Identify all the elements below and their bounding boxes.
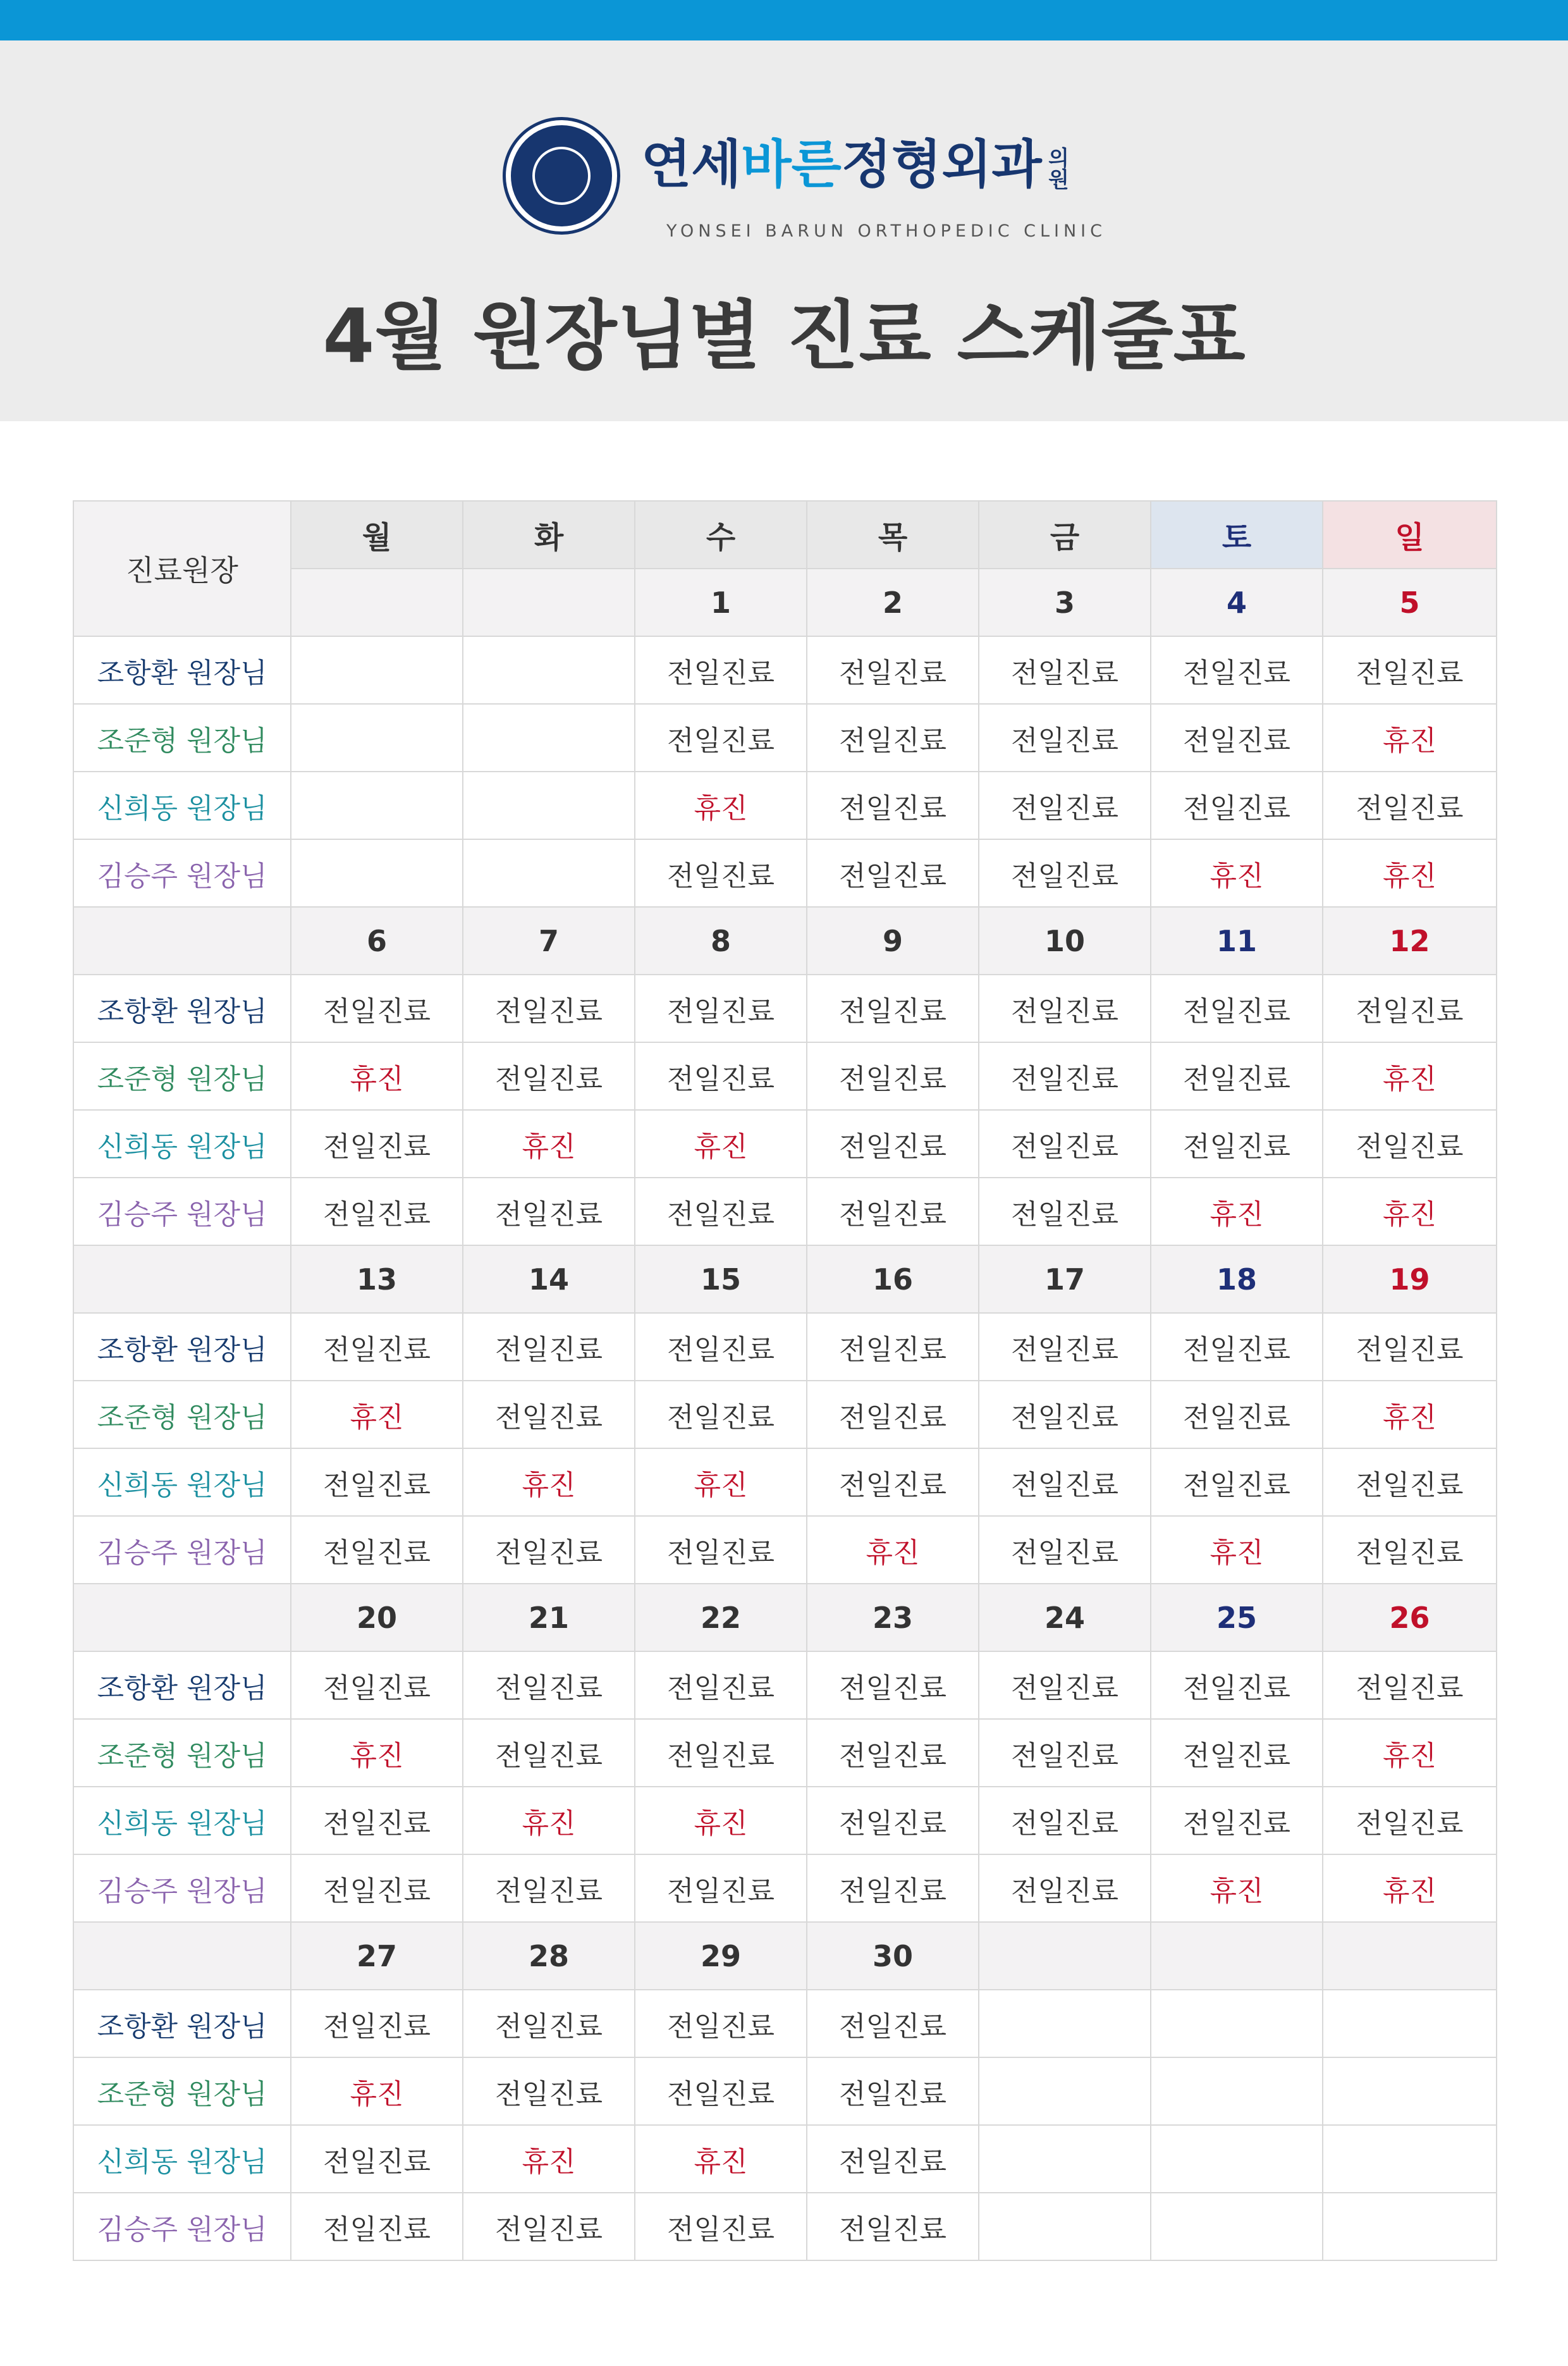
empty-cell <box>1323 2193 1497 2260</box>
empty-cell <box>291 636 463 704</box>
schedule-status-cell: 전일진료 <box>807 1787 979 1854</box>
schedule-status-cell: 휴진 <box>291 2057 463 2125</box>
schedule-status-cell: 휴진 <box>1323 1719 1497 1787</box>
doctor-name: 신희동 원장님 <box>73 1110 291 1178</box>
schedule-status-cell: 전일진료 <box>1323 636 1497 704</box>
date-cell: 24 <box>979 1584 1151 1651</box>
schedule-status-cell: 휴진 <box>635 2125 807 2193</box>
schedule-status-cell: 전일진료 <box>635 636 807 704</box>
date-cell: 25 <box>1151 1584 1323 1651</box>
schedule-status-cell: 전일진료 <box>635 704 807 772</box>
date-cell: 1 <box>635 569 807 636</box>
day-name-row <box>73 501 1497 569</box>
schedule-status-cell: 전일진료 <box>807 839 979 907</box>
doctor-name: 신희동 원장님 <box>73 1787 291 1854</box>
date-cell: 21 <box>463 1584 635 1651</box>
day-name-fri: 금 <box>979 501 1151 569</box>
schedule-status-cell: 전일진료 <box>807 2057 979 2125</box>
schedule-status-cell: 휴진 <box>1151 1516 1323 1584</box>
schedule-status-cell: 전일진료 <box>979 1516 1151 1584</box>
doctor-name: 조항환 원장님 <box>73 636 291 704</box>
date-cell: 28 <box>463 1922 635 1990</box>
schedule-status-cell: 전일진료 <box>979 1381 1151 1448</box>
schedule-status-cell: 휴진 <box>1151 1178 1323 1245</box>
doctor-name: 조준형 원장님 <box>73 704 291 772</box>
doctor-schedule-row <box>73 772 1497 839</box>
schedule-status-cell: 전일진료 <box>807 1651 979 1719</box>
schedule-status-cell: 전일진료 <box>463 2057 635 2125</box>
schedule-status-cell: 전일진료 <box>291 1990 463 2057</box>
schedule-status-cell: 휴진 <box>463 2125 635 2193</box>
doctor-name: 김승주 원장님 <box>73 2193 291 2260</box>
date-row-label-cell <box>73 907 291 975</box>
schedule-status-cell: 전일진료 <box>463 1042 635 1110</box>
schedule-status-cell: 전일진료 <box>979 839 1151 907</box>
day-name-mon: 월 <box>291 501 463 569</box>
date-cell: 12 <box>1323 907 1497 975</box>
doctor-name: 조준형 원장님 <box>73 1042 291 1110</box>
schedule-status-cell: 전일진료 <box>635 1990 807 2057</box>
date-cell: 26 <box>1323 1584 1497 1651</box>
doctor-column-header: 진료원장 <box>73 501 291 636</box>
schedule-status-cell: 전일진료 <box>1151 704 1323 772</box>
empty-cell <box>979 1990 1151 2057</box>
schedule-status-cell: 전일진료 <box>635 1178 807 1245</box>
doctor-schedule-row <box>73 2193 1497 2260</box>
date-cell: 16 <box>807 1245 979 1313</box>
doctor-name: 김승주 원장님 <box>73 839 291 907</box>
schedule-status-cell: 전일진료 <box>291 1787 463 1854</box>
doctor-name: 조준형 원장님 <box>73 2057 291 2125</box>
schedule-status-cell: 휴진 <box>1323 839 1497 907</box>
schedule-status-cell: 전일진료 <box>463 1178 635 1245</box>
date-cell <box>979 1922 1151 1990</box>
clinic-english-name: YONSEI BARUN ORTHOPEDIC CLINIC <box>666 221 1106 241</box>
schedule-status-cell: 전일진료 <box>979 1719 1151 1787</box>
seal-emblem <box>532 147 591 205</box>
schedule-status-cell: 전일진료 <box>635 1516 807 1584</box>
doctor-name: 조준형 원장님 <box>73 1719 291 1787</box>
page-title: 4월 원장님별 진료 스케줄표 <box>322 292 1246 379</box>
schedule-status-cell: 전일진료 <box>807 975 979 1042</box>
schedule-status-cell: 전일진료 <box>1323 1651 1497 1719</box>
schedule-status-cell: 전일진료 <box>463 1854 635 1922</box>
doctor-name: 김승주 원장님 <box>73 1516 291 1584</box>
schedule-status-cell: 전일진료 <box>1323 1110 1497 1178</box>
date-row-label-cell <box>73 1245 291 1313</box>
schedule-status-cell: 전일진료 <box>1323 772 1497 839</box>
schedule-status-cell: 전일진료 <box>463 1719 635 1787</box>
date-cell: 27 <box>291 1922 463 1990</box>
day-name-sat: 토 <box>1151 501 1323 569</box>
schedule-status-cell: 휴진 <box>1323 704 1497 772</box>
empty-cell <box>463 636 635 704</box>
schedule-status-cell: 전일진료 <box>463 2193 635 2260</box>
schedule-status-cell: 전일진료 <box>807 704 979 772</box>
doctor-schedule-row <box>73 2125 1497 2193</box>
clinic-name-suffix: 의원 <box>1048 146 1069 193</box>
date-cell: 13 <box>291 1245 463 1313</box>
date-cell: 19 <box>1323 1245 1497 1313</box>
doctor-schedule-row <box>73 636 1497 704</box>
date-row-label-cell <box>73 1584 291 1651</box>
doctor-name: 조항환 원장님 <box>73 1313 291 1381</box>
doctor-name: 조준형 원장님 <box>73 1381 291 1448</box>
doctor-schedule-row <box>73 1110 1497 1178</box>
schedule-status-cell: 전일진료 <box>1151 1042 1323 1110</box>
schedule-status-cell: 전일진료 <box>979 1313 1151 1381</box>
schedule-status-cell: 전일진료 <box>1151 636 1323 704</box>
schedule-status-cell: 전일진료 <box>1151 1110 1323 1178</box>
schedule-status-cell: 전일진료 <box>979 1042 1151 1110</box>
doctor-name: 김승주 원장님 <box>73 1854 291 1922</box>
date-cell: 30 <box>807 1922 979 1990</box>
doctor-name: 신희동 원장님 <box>73 772 291 839</box>
date-cell: 6 <box>291 907 463 975</box>
date-row <box>73 1584 1497 1651</box>
date-cell: 7 <box>463 907 635 975</box>
empty-cell <box>979 2057 1151 2125</box>
date-cell <box>1151 1922 1323 1990</box>
schedule-status-cell: 전일진료 <box>291 2193 463 2260</box>
date-cell: 20 <box>291 1584 463 1651</box>
empty-cell <box>291 772 463 839</box>
empty-cell <box>291 839 463 907</box>
schedule-status-cell: 전일진료 <box>1151 1381 1323 1448</box>
empty-cell <box>463 839 635 907</box>
schedule-status-cell: 전일진료 <box>635 1854 807 1922</box>
date-cell: 29 <box>635 1922 807 1990</box>
doctor-schedule-row <box>73 1990 1497 2057</box>
schedule-status-cell: 전일진료 <box>1323 1516 1497 1584</box>
date-cell: 9 <box>807 907 979 975</box>
schedule-status-cell: 전일진료 <box>635 2057 807 2125</box>
schedule-status-cell: 전일진료 <box>979 1651 1151 1719</box>
schedule-status-cell: 전일진료 <box>979 1110 1151 1178</box>
schedule-status-cell: 전일진료 <box>807 1381 979 1448</box>
schedule-status-cell: 전일진료 <box>463 1313 635 1381</box>
schedule-status-cell: 휴진 <box>807 1516 979 1584</box>
day-name-thu: 목 <box>807 501 979 569</box>
empty-cell <box>1323 2125 1497 2193</box>
schedule-status-cell: 전일진료 <box>807 772 979 839</box>
schedule-status-cell: 전일진료 <box>807 1042 979 1110</box>
date-cell: 23 <box>807 1584 979 1651</box>
schedule-status-cell: 전일진료 <box>635 1313 807 1381</box>
schedule-status-cell: 전일진료 <box>979 1787 1151 1854</box>
schedule-status-cell: 휴진 <box>463 1110 635 1178</box>
doctor-name: 조항환 원장님 <box>73 1651 291 1719</box>
empty-cell <box>1151 2125 1323 2193</box>
university-seal-icon <box>506 120 617 231</box>
schedule-status-cell: 전일진료 <box>1323 1787 1497 1854</box>
empty-cell <box>1151 2193 1323 2260</box>
date-cell <box>1323 1922 1497 1990</box>
doctor-name: 김승주 원장님 <box>73 1178 291 1245</box>
doctor-schedule-row <box>73 975 1497 1042</box>
schedule-status-cell: 전일진료 <box>463 975 635 1042</box>
schedule-status-cell: 전일진료 <box>807 636 979 704</box>
doctor-schedule-row <box>73 1178 1497 1245</box>
doctor-name: 신희동 원장님 <box>73 2125 291 2193</box>
schedule-status-cell: 휴진 <box>1323 1042 1497 1110</box>
doctor-name: 신희동 원장님 <box>73 1448 291 1516</box>
schedule-status-cell: 휴진 <box>1151 839 1323 907</box>
schedule-status-cell: 전일진료 <box>1151 1313 1323 1381</box>
clinic-name-part1: 연세 <box>641 135 742 195</box>
schedule-status-cell: 휴진 <box>635 1110 807 1178</box>
date-cell: 5 <box>1323 569 1497 636</box>
schedule-status-cell: 전일진료 <box>979 772 1151 839</box>
schedule-table-wrapper <box>73 500 1497 2261</box>
schedule-status-cell: 전일진료 <box>635 1651 807 1719</box>
schedule-status-cell: 휴진 <box>635 772 807 839</box>
schedule-status-cell: 전일진료 <box>1323 1313 1497 1381</box>
schedule-status-cell: 전일진료 <box>291 1854 463 1922</box>
schedule-status-cell: 전일진료 <box>1151 1651 1323 1719</box>
schedule-status-cell: 전일진료 <box>1151 1787 1323 1854</box>
clinic-name-part2: 바른 <box>741 135 842 195</box>
schedule-status-cell: 휴진 <box>291 1042 463 1110</box>
schedule-status-cell: 전일진료 <box>807 2125 979 2193</box>
schedule-status-cell: 휴진 <box>463 1787 635 1854</box>
doctor-name: 조항환 원장님 <box>73 1990 291 2057</box>
schedule-status-cell: 전일진료 <box>291 975 463 1042</box>
schedule-status-cell: 전일진료 <box>635 839 807 907</box>
date-row-label-cell <box>73 1922 291 1990</box>
schedule-status-cell: 전일진료 <box>291 1516 463 1584</box>
date-cell: 17 <box>979 1245 1151 1313</box>
date-cell: 11 <box>1151 907 1323 975</box>
schedule-status-cell: 전일진료 <box>291 1313 463 1381</box>
schedule-status-cell: 전일진료 <box>635 1719 807 1787</box>
empty-cell <box>1151 2057 1323 2125</box>
date-cell: 14 <box>463 1245 635 1313</box>
empty-cell <box>1151 1990 1323 2057</box>
doctor-schedule-row <box>73 1042 1497 1110</box>
schedule-status-cell: 전일진료 <box>807 1448 979 1516</box>
date-cell: 4 <box>1151 569 1323 636</box>
schedule-status-cell: 전일진료 <box>807 1854 979 1922</box>
schedule-table <box>73 500 1497 2261</box>
schedule-status-cell: 전일진료 <box>635 975 807 1042</box>
date-row <box>73 1245 1497 1313</box>
header-banner <box>0 40 1568 421</box>
schedule-status-cell: 전일진료 <box>463 1381 635 1448</box>
schedule-status-cell: 휴진 <box>291 1719 463 1787</box>
date-cell: 22 <box>635 1584 807 1651</box>
schedule-status-cell: 전일진료 <box>1323 975 1497 1042</box>
schedule-status-cell: 전일진료 <box>1323 1448 1497 1516</box>
date-cell: 18 <box>1151 1245 1323 1313</box>
doctor-schedule-row <box>73 1448 1497 1516</box>
schedule-status-cell: 전일진료 <box>635 1381 807 1448</box>
doctor-schedule-row <box>73 839 1497 907</box>
schedule-status-cell: 전일진료 <box>291 1178 463 1245</box>
schedule-status-cell: 전일진료 <box>291 2125 463 2193</box>
day-name-wed: 수 <box>635 501 807 569</box>
schedule-status-cell: 전일진료 <box>291 1448 463 1516</box>
empty-cell <box>291 704 463 772</box>
schedule-status-cell: 전일진료 <box>979 1178 1151 1245</box>
date-cell: 15 <box>635 1245 807 1313</box>
date-cell: 2 <box>807 569 979 636</box>
schedule-status-cell: 휴진 <box>1323 1854 1497 1922</box>
schedule-status-cell: 전일진료 <box>463 1516 635 1584</box>
schedule-status-cell: 휴진 <box>635 1787 807 1854</box>
schedule-status-cell: 전일진료 <box>979 1854 1151 1922</box>
doctor-schedule-row <box>73 1651 1497 1719</box>
doctor-schedule-row <box>73 1854 1497 1922</box>
day-name-sun: 일 <box>1323 501 1497 569</box>
schedule-status-cell: 전일진료 <box>463 1651 635 1719</box>
doctor-schedule-row <box>73 1381 1497 1448</box>
empty-cell <box>463 704 635 772</box>
schedule-body <box>73 636 1497 2260</box>
date-row <box>73 907 1497 975</box>
doctor-schedule-row <box>73 1719 1497 1787</box>
schedule-status-cell: 전일진료 <box>1151 1448 1323 1516</box>
doctor-schedule-row <box>73 1787 1497 1854</box>
schedule-status-cell: 전일진료 <box>979 975 1151 1042</box>
schedule-status-cell: 전일진료 <box>635 2193 807 2260</box>
schedule-status-cell: 전일진료 <box>979 636 1151 704</box>
top-accent-bar <box>0 0 1568 40</box>
schedule-status-cell: 전일진료 <box>979 704 1151 772</box>
schedule-status-cell: 전일진료 <box>635 1042 807 1110</box>
doctor-schedule-row <box>73 704 1497 772</box>
schedule-status-cell: 전일진료 <box>463 1990 635 2057</box>
clinic-name <box>641 135 1042 195</box>
schedule-status-cell: 전일진료 <box>807 1990 979 2057</box>
schedule-status-cell: 휴진 <box>463 1448 635 1516</box>
schedule-status-cell: 전일진료 <box>807 1110 979 1178</box>
schedule-status-cell: 전일진료 <box>807 2193 979 2260</box>
empty-cell <box>979 2193 1151 2260</box>
empty-cell <box>1323 1990 1497 2057</box>
date-row <box>73 1922 1497 1990</box>
schedule-status-cell: 휴진 <box>1323 1381 1497 1448</box>
clinic-name-part3: 정형외과 <box>841 135 1042 195</box>
schedule-status-cell: 휴진 <box>1151 1854 1323 1922</box>
date-cell: 8 <box>635 907 807 975</box>
schedule-status-cell: 전일진료 <box>807 1178 979 1245</box>
schedule-status-cell: 전일진료 <box>291 1651 463 1719</box>
schedule-status-cell: 전일진료 <box>979 1448 1151 1516</box>
schedule-status-cell: 전일진료 <box>807 1719 979 1787</box>
empty-cell <box>463 772 635 839</box>
date-cell <box>463 569 635 636</box>
schedule-status-cell: 휴진 <box>635 1448 807 1516</box>
schedule-status-cell: 전일진료 <box>1151 772 1323 839</box>
schedule-status-cell: 휴진 <box>291 1381 463 1448</box>
doctor-name: 조항환 원장님 <box>73 975 291 1042</box>
empty-cell <box>1323 2057 1497 2125</box>
doctor-schedule-row <box>73 1516 1497 1584</box>
schedule-status-cell: 휴진 <box>1323 1178 1497 1245</box>
schedule-status-cell: 전일진료 <box>1151 975 1323 1042</box>
date-cell: 3 <box>979 569 1151 636</box>
doctor-schedule-row <box>73 1313 1497 1381</box>
schedule-status-cell: 전일진료 <box>807 1313 979 1381</box>
empty-cell <box>979 2125 1151 2193</box>
date-cell <box>291 569 463 636</box>
schedule-status-cell: 전일진료 <box>1151 1719 1323 1787</box>
date-cell: 10 <box>979 907 1151 975</box>
doctor-schedule-row <box>73 2057 1497 2125</box>
day-name-tue: 화 <box>463 501 635 569</box>
schedule-status-cell: 전일진료 <box>291 1110 463 1178</box>
clinic-logo <box>506 120 1106 247</box>
